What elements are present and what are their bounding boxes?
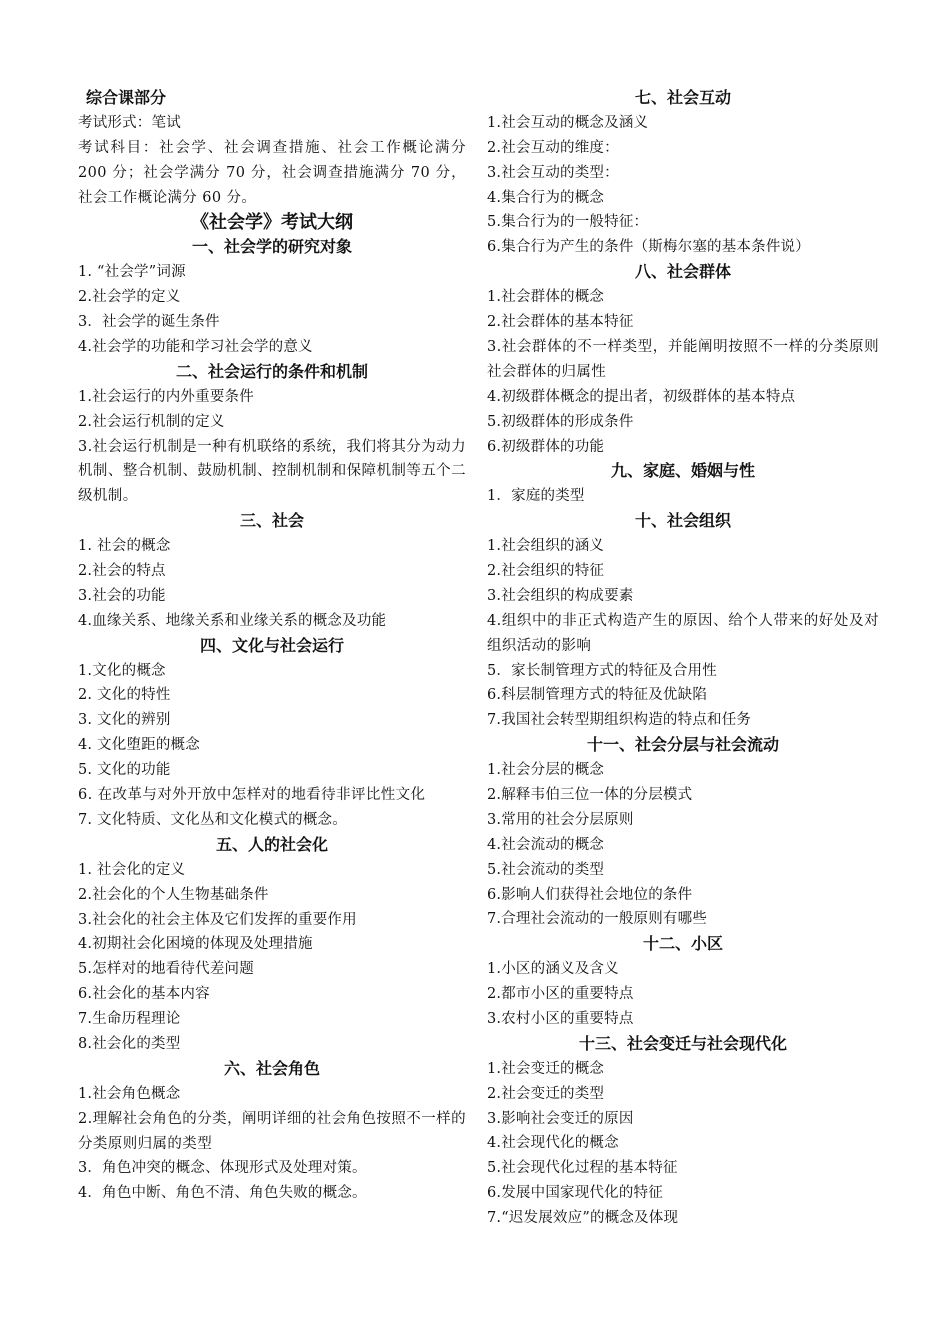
section-heading: 十、社会组织 xyxy=(634,511,731,531)
list-item: 3.社会化的社会主体及它们发挥的重要作用 xyxy=(78,911,357,928)
list-item: 1.社会群体的概念 xyxy=(487,289,605,306)
list-item: 4.社会现代化的概念 xyxy=(487,1135,619,1152)
list-item: 6. 在改革与对外开放中怎样对的地看待非评比性文化 xyxy=(78,787,426,804)
list-item: 3.影响社会变迁的原因 xyxy=(487,1110,634,1127)
list-item: 6.社会化的基本内容 xyxy=(78,986,210,1003)
right-column xyxy=(487,86,879,1231)
section-heading: 三、社会 xyxy=(239,511,304,531)
list-item: 1.社会组织的涵义 xyxy=(487,538,605,555)
section-heading: 六、社会角色 xyxy=(223,1058,320,1078)
list-item: 1.小区的涵义及含义 xyxy=(487,961,619,978)
list-item: 5.社会现代化过程的基本特征 xyxy=(487,1160,678,1177)
section-heading: 二、社会运行的条件和机制 xyxy=(175,361,368,381)
list-item: 3.社会群体的不一样类型，并能阐明按照不一样的分类原则社会群体的归属性 xyxy=(487,338,879,380)
list-item: 1. 社会的概念 xyxy=(78,538,171,555)
list-item: 2.社会学的定义 xyxy=(78,289,181,306)
list-item: 6.发展中国家现代化的特征 xyxy=(487,1185,663,1202)
list-item: 7.合理社会流动的一般原则有哪些 xyxy=(487,911,708,928)
section-heading: 四、文化与社会运行 xyxy=(199,635,344,655)
list-item: 1.社会互动的概念及涵义 xyxy=(487,114,649,131)
list-item: 3.常用的社会分层原则 xyxy=(487,811,634,828)
list-item: 8.社会化的类型 xyxy=(78,1035,181,1052)
list-item: 4.初期社会化困境的体现及处理措施 xyxy=(78,936,313,953)
list-item: 2.社会变迁的类型 xyxy=(487,1085,605,1102)
section-heading: 十三、社会变迁与社会现代化 xyxy=(578,1033,787,1053)
list-item: 1.社会角色概念 xyxy=(78,1085,181,1102)
section-heading: 十二、小区 xyxy=(642,934,723,954)
section-heading: 五、人的社会化 xyxy=(215,834,328,854)
list-item: 2.社会互动的维度： xyxy=(487,139,619,156)
list-item: 7.生命历程理论 xyxy=(78,1011,181,1028)
list-item: 5. 文化的功能 xyxy=(78,762,171,779)
list-item: 5．家长制管理方式的特征及合用性 xyxy=(487,662,717,679)
list-item: 7.我国社会转型期组织构造的特点和任务 xyxy=(487,712,752,729)
list-item: 3．角色冲突的概念、体现形式及处理对策。 xyxy=(78,1160,367,1177)
list-item: 3.社会运行机制是一种有机联络的系统，我们将其分为动力机制、整合机制、鼓励机制、控制机制和保障机制等五个二级机制。 xyxy=(78,438,466,505)
list-item: 3.社会互动的类型： xyxy=(487,164,619,181)
list-item: 2.社会的特点 xyxy=(78,563,166,580)
section-heading: 九、家庭、婚姻与性 xyxy=(610,461,755,481)
list-item: 3．社会学的诞生条件 xyxy=(78,314,220,331)
list-item: 1.文化的概念 xyxy=(78,662,166,679)
list-item: 3. 文化的辨别 xyxy=(78,712,171,729)
list-item: 2.都市小区的重要特点 xyxy=(487,986,634,1003)
list-item: 4.初级群体概念的提出者，初级群体的基本特点 xyxy=(487,388,796,405)
list-item: 2.社会化的个人生物基础条件 xyxy=(78,886,269,903)
list-item: 7. 文化特质、文化丛和文化模式的概念。 xyxy=(78,811,347,828)
list-item: 4.社会学的功能和学习社会学的意义 xyxy=(78,338,313,355)
left-column xyxy=(78,86,466,1206)
exam-subjects: 考试科目：社会学、社会调查措施、社会工作概论满分 200 分；社会学满分 70 分，社会调查措施满分 70 分，社会工作概论满分 60 分。 xyxy=(78,139,466,206)
list-item: 4．角色中断、角色不清、角色失败的概念。 xyxy=(78,1185,367,1202)
list-item: 1. “社会学”词源 xyxy=(78,264,186,281)
list-item: 5.初级群体的形成条件 xyxy=(487,413,634,430)
list-item: 5.社会流动的类型 xyxy=(487,861,605,878)
list-item: 1．家庭的类型 xyxy=(487,488,585,505)
section-title-comprehensive: 综合课部分 xyxy=(86,88,167,107)
list-item: 1.社会运行的内外重要条件 xyxy=(78,388,254,405)
section-heading: 七、社会互动 xyxy=(634,88,731,107)
list-item: 4.组织中的非正式构造产生的原因、给个人带来的好处及对组织活动的影响 xyxy=(487,612,879,654)
list-item: 2.理解社会角色的分类，阐明详细的社会角色按照不一样的分类原则归属的类型 xyxy=(78,1110,466,1152)
list-item: 6.初级群体的功能 xyxy=(487,438,605,455)
section-heading: 八、社会群体 xyxy=(634,262,731,282)
list-item: 2. 文化的特性 xyxy=(78,687,171,704)
list-item: 4. 文化堕距的概念 xyxy=(78,737,200,754)
list-item: 2.社会运行机制的定义 xyxy=(78,413,225,430)
list-item: 6.科层制管理方式的特征及优缺陷 xyxy=(487,687,708,704)
section-heading: 一、社会学的研究对象 xyxy=(191,237,352,257)
list-item: 1. 社会化的定义 xyxy=(78,861,186,878)
list-item: 7.“迟发展效应”的概念及体现 xyxy=(487,1210,679,1227)
list-item: 6.影响人们获得社会地位的条件 xyxy=(487,886,693,903)
list-item: 4.社会流动的概念 xyxy=(487,836,605,853)
list-item: 3.社会组织的构成要素 xyxy=(487,587,634,604)
list-item: 2.社会组织的特征 xyxy=(487,562,605,579)
list-item: 5.集合行为的一般特征： xyxy=(487,214,649,231)
list-item: 4.血缘关系、地缘关系和业缘关系的概念及功能 xyxy=(78,612,387,629)
list-item: 6.集合行为产生的条件（斯梅尔塞的基本条件说） xyxy=(487,239,810,256)
list-item: 5.怎样对的地看待代差问题 xyxy=(78,961,254,978)
list-item: 1.社会分层的概念 xyxy=(487,762,605,779)
exam-form: 考试形式：笔试 xyxy=(78,114,181,131)
list-item: 1.社会变迁的概念 xyxy=(487,1060,605,1077)
section-heading: 十一、社会分层与社会流动 xyxy=(586,735,779,755)
list-item: 3.社会的功能 xyxy=(78,587,166,604)
outline-title: 《社会学》考试大纲 xyxy=(191,211,353,233)
list-item: 2.解释韦伯三位一体的分层模式 xyxy=(487,787,693,803)
list-item: 3.农村小区的重要特点 xyxy=(487,1011,634,1028)
list-item: 2.社会群体的基本特征 xyxy=(487,314,634,331)
list-item: 4.集合行为的概念 xyxy=(487,189,605,206)
